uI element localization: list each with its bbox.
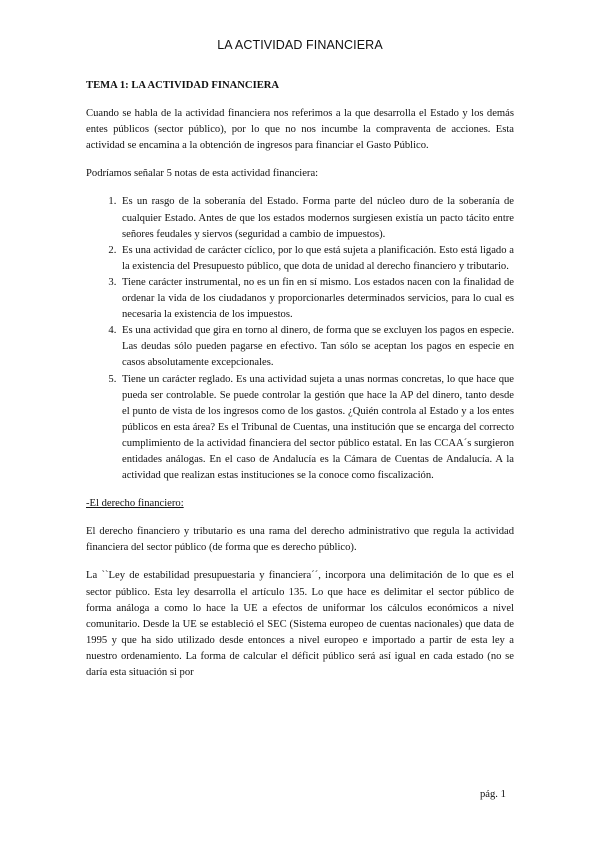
page-number: pág. 1 xyxy=(480,789,506,800)
list-item: 3. Tiene carácter instrumental, no es un fin en sí mismo. Los estados nacen con la finalidad de ordenar la vida de los ciudadanos y proporcionarles determinados servicios, para lo cual es necesaria la existencia de los impuestos. xyxy=(119,275,514,323)
document-title: LA ACTIVIDAD FINANCIERA xyxy=(217,38,383,52)
list-item: 5. Tiene un carácter reglado. Es una actividad sujeta a unas normas concretas, lo que hace que pueda ser controlable. Se puede controlar la gestión que hace la AP del dinero, tanto desde el punto de vista de los ingresos como de los gastos. ¿Quién controla al Estado y a los entes públicos en esta área? Es el Tribunal de Cuentas, una institución que se encarga del correcto cumplimiento de la actividad financiera del sector público estatal. En las CCAA´s surgieron entidades análogas. En el caso de Andalucía es la Cámara de Cuentas de Andalucía. A la actividad que realizan estas instituciones se la conoce como fiscalización. xyxy=(119,372,514,485)
list-intro-paragraph: Podríamos señalar 5 notas de esta actividad financiera: xyxy=(86,168,319,180)
intro-paragraph: Cuando se habla de la actividad financiera nos referimos a la que desarrolla el Estado y los demás entes públicos (sector público), por lo que no nos incumbe la compraventa de acciones. Esta actividad se encamina a la obtención de ingresos para financiar el Gasto Público. xyxy=(86,108,514,152)
subsection-paragraph: El derecho financiero y tributario es una rama del derecho administrativo que regula la actividad financiera del sector público (de forma que es derecho público). xyxy=(86,526,514,554)
subsection-paragraph: La ``Ley de estabilidad presupuestaria y financiera´´, incorpora una delimitación de lo que es el sector público. Esta ley desarrolla el artículo 135. Lo que hace es delimitar el sector público de forma análoga a como lo hace la UE a efectos de uniformar los cálculos económicos a nivel comunitario. Desde la UE se estableció el SEC (Sistema europeo de cuentas nacionales) que data de 1995 y que ha sido utilizado desde entonces a nivel europeo e importado a partir de esta ley a nuestro ordenamiento. La forma de calcular el déficit público será así igual en cada estado (no se daría esta situación si por xyxy=(86,570,514,678)
list-item: 4. Es una actividad que gira en torno al dinero, de forma que se excluyen los pagos en especie. Las deudas sólo pueden pagarse en efectivo. Tan sólo se aceptan los pagos en especie en casos absolutamente excepcionales. xyxy=(119,323,514,371)
section-heading: TEMA 1: LA ACTIVIDAD FINANCIERA xyxy=(86,80,280,91)
list-item: 2. Es una actividad de carácter cíclico, por lo que está sujeta a planificación. Esto está ligado a la existencia del Presupuesto público, que dota de unidad al derecho financiero y tributario. xyxy=(119,243,514,275)
subsection-heading: -El derecho financiero: xyxy=(86,498,184,510)
list-item: 1. Es un rasgo de la soberanía del Estado. Forma parte del núcleo duro de la soberanía de cualquier Estado. Antes de que los estados modernos surgiesen existía un pacto tácito entre señores feudales y siervos (seguridad a cambio de impuestos). xyxy=(119,194,514,242)
document-body xyxy=(86,78,514,693)
notes-list xyxy=(86,194,514,484)
